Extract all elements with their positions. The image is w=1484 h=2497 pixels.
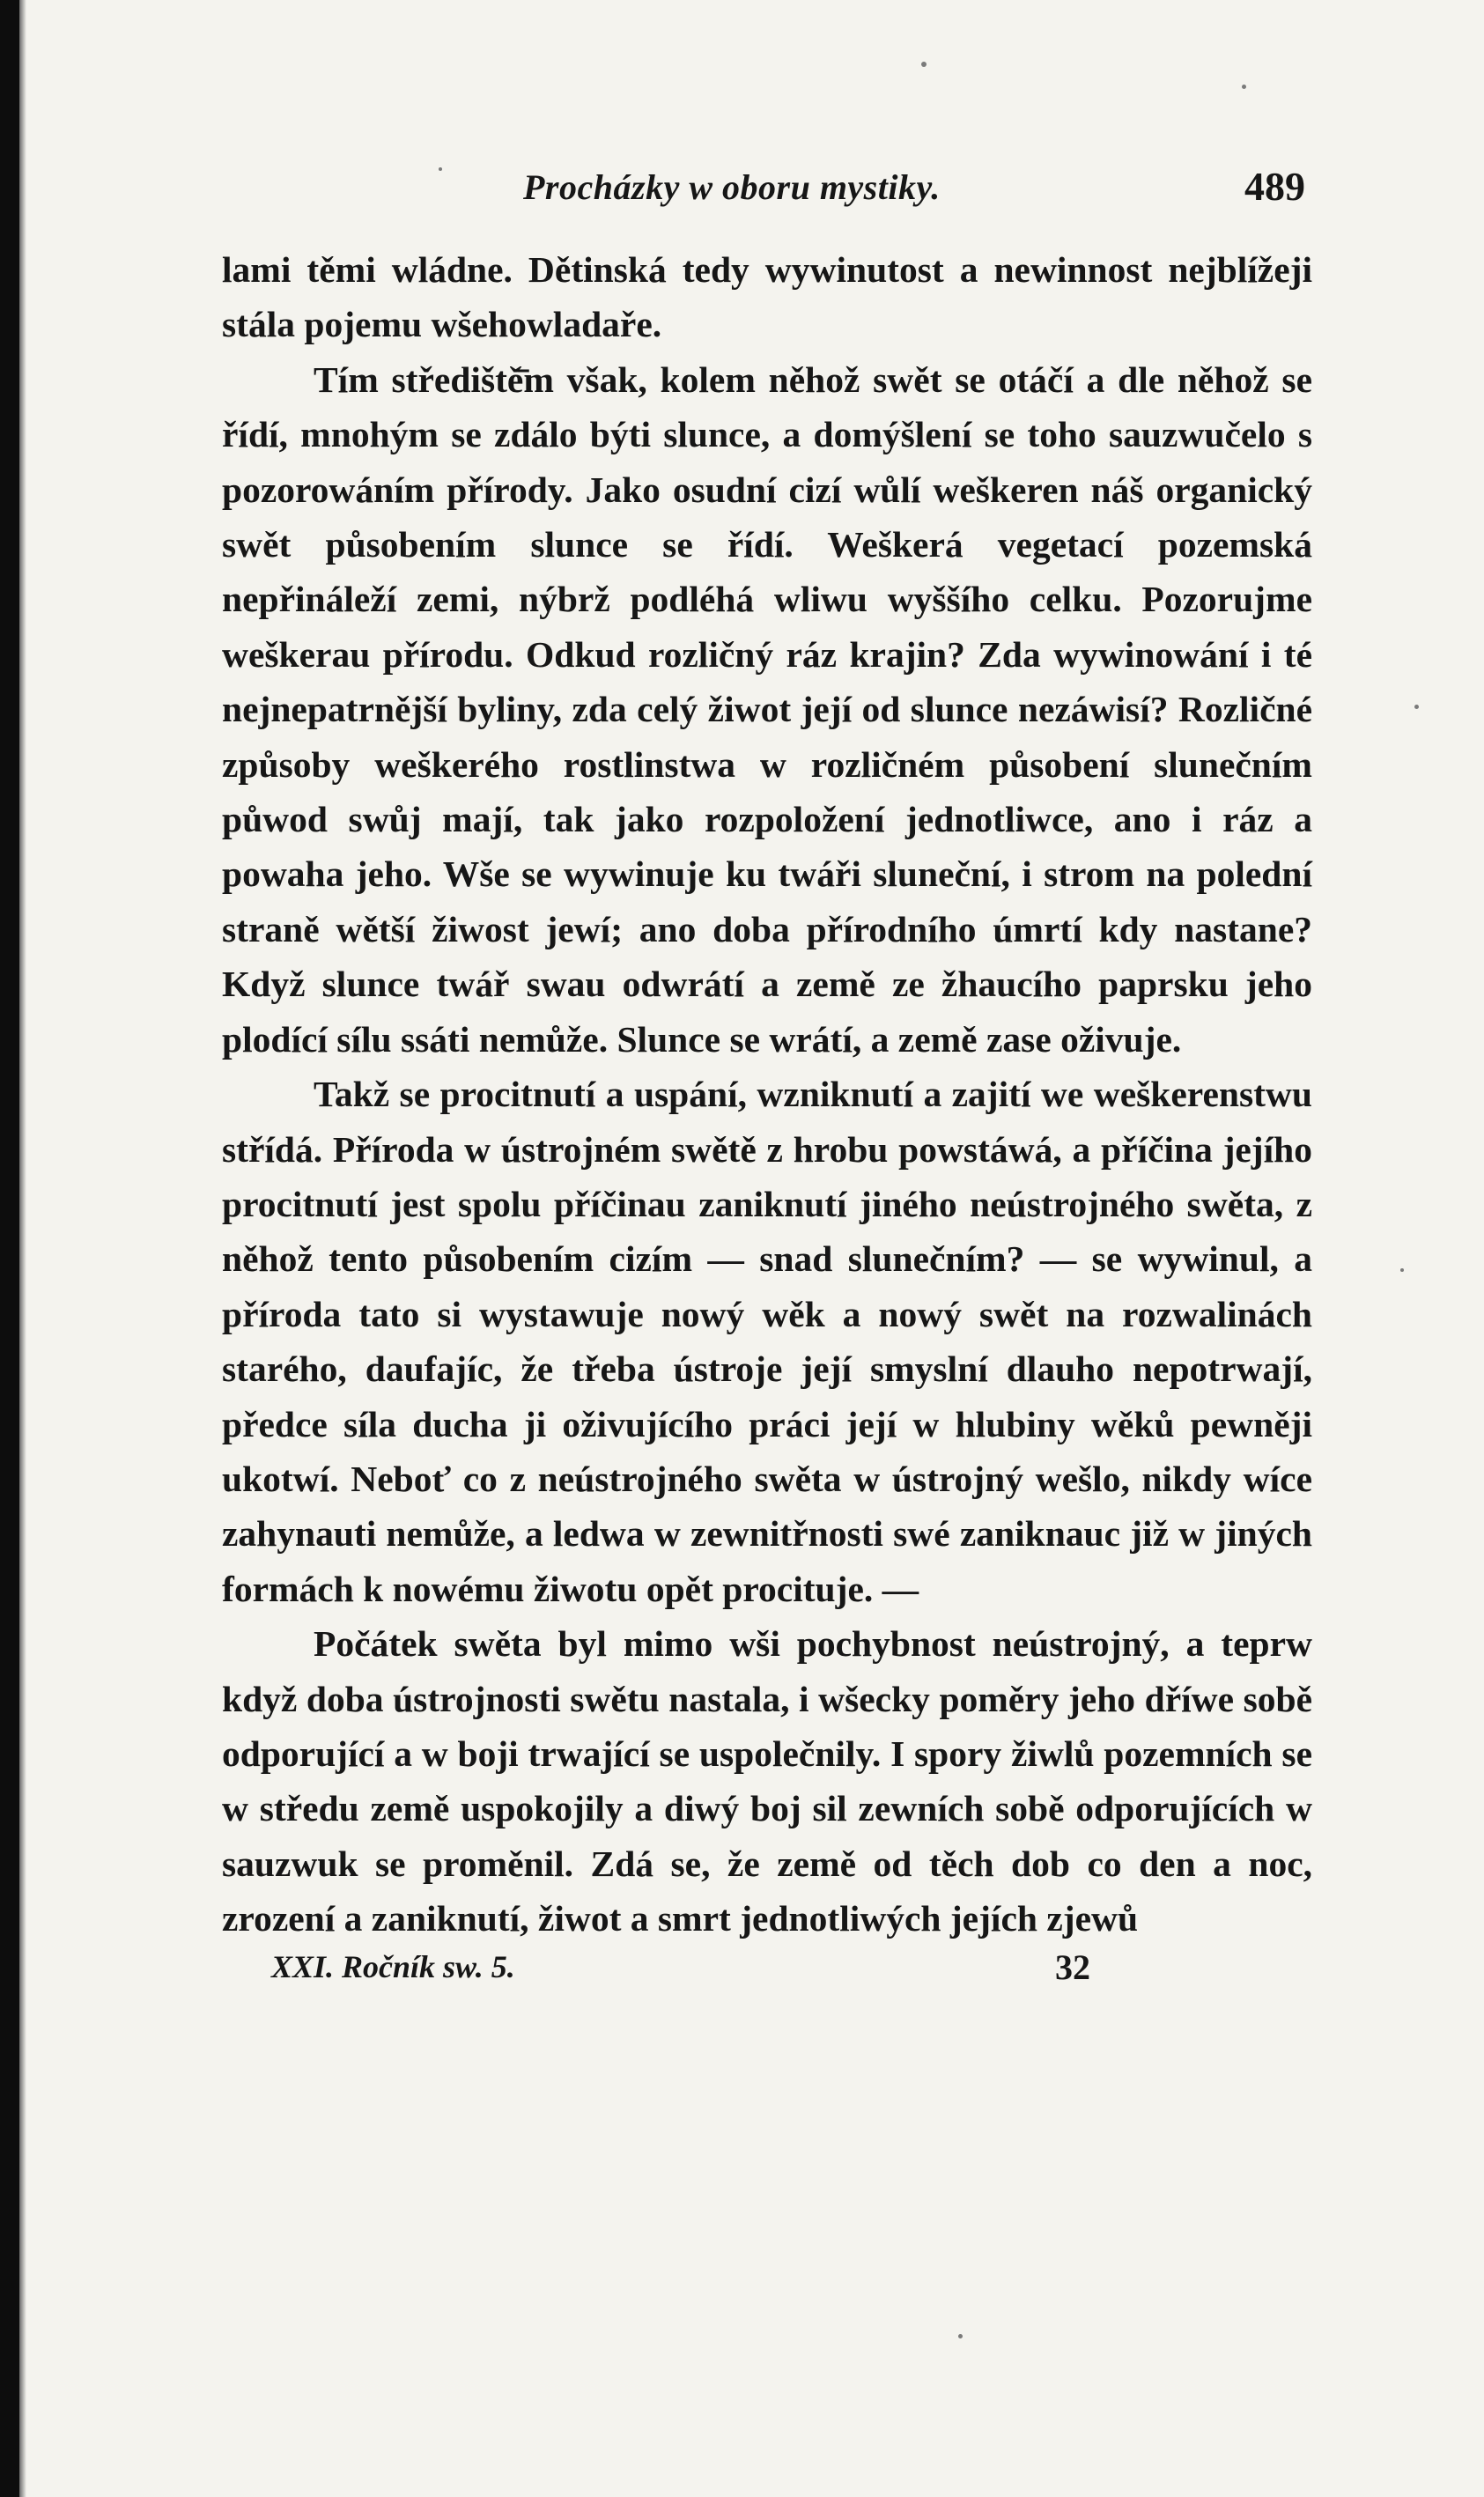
paper-speck [1414,705,1419,709]
paragraph: Tím střediště̄m však, kolem něhož swět se otáčí a dle něhož se řídí, mnohým se zdálo býti slunce, a domýšlení se toho sauzwučelo s pozorowáním přírody. Jako osudní cizí wůlí weškeren náš organický swět působením slunce se řídí. Weškerá vegetací pozemská nepřináleží zemi, nýbrž podléhá wliwu wyššího celku. Pozorujme weškerau přírodu. Odkud rozličný ráz krajin? Zda wywinowání i té nejnepatrnější byliny, zda celý žiwot její od slunce nezáwisí? Rozličné způsoby weškerého rostlinstwa w rozličném působení slunečním půwod swůj mají, tak jako rozpoložení jednotliwce, ano i ráz a powaha jeho. Wše se wywinuje ku twáři sluneční, i strom na polední straně wětší žiwost jewí; ano doba přírodního úmrtí kdy nastane? Když slunce twář swau odwrátí a země ze žhaucího paprsku jeho plodící sílu ssáti nemůže. Slunce se wrátí, a země zase oživuje. [222,358,1312,1060]
running-title: Procházky w oboru mystiky. [523,167,941,207]
paragraph: lami těmi wládne. Dětinská tedy wywinutost a newinnost nejblížeji stála pojemu wšehowladaře. [222,249,1312,345]
signature-mark: 32 [1055,1947,1090,1987]
paragraph: Takž se procitnutí a uspání, wzniknutí a zajití we weškerenstwu střídá. Příroda w ústrojném swětě z hrobu powstáwá, a příčina jejího procitnutí jest spolu příčinau zaniknutí jiného neústrojného swěta, z něhož tento působením cizím — snad slunečním? — se wywinul, a příroda tato si wystawuje nowý wěk a nowý swět na rozwalinách starého, daufajíc, že třeba ústroje její smyslní dlauho nepotrwají, předce síla ducha ji oživujícího práci její w hlubiny wěků pewněji ukotwí. Neboť co z neústrojného swěta w ústrojný wešlo, nikdy wíce zahynauti nemůže, a ledwa w zewnitřnosti swé zaniknauc již w jiných formách k nowému žiwotu opět procituje. — [222,1074,1312,1609]
book-spine-shadow [0,0,19,2497]
paper-speck [1400,1268,1404,1272]
body-text [222,242,1312,1947]
running-head [222,163,1312,225]
paragraph: Počátek swěta byl mimo wši pochybnost neústrojný, a teprw když doba ústrojnosti swětu nastala, i wšecky poměry jeho dříwe sobě odporující a w boji trwající se uspolečnily. I spory žiwlů pozemních se w středu země uspokojily a diwý boj sil zewních sobě odporujících w sauzwuk se proměnil. Zdá se, že země od těch dob co den a noc, zrození a zaniknutí, žiwot a smrt jednotliwých jejích zjewů [222,1623,1312,1939]
printer-signature [222,1948,1312,2001]
paper-speck [958,2334,963,2338]
book-spine-edge [19,0,26,2497]
paper-speck [1242,85,1246,89]
paper-speck [921,62,927,67]
page-number: 489 [1244,164,1305,209]
book-page [222,163,1312,2001]
signature-volume: XXI. Ročník sw. 5. [271,1948,515,1984]
